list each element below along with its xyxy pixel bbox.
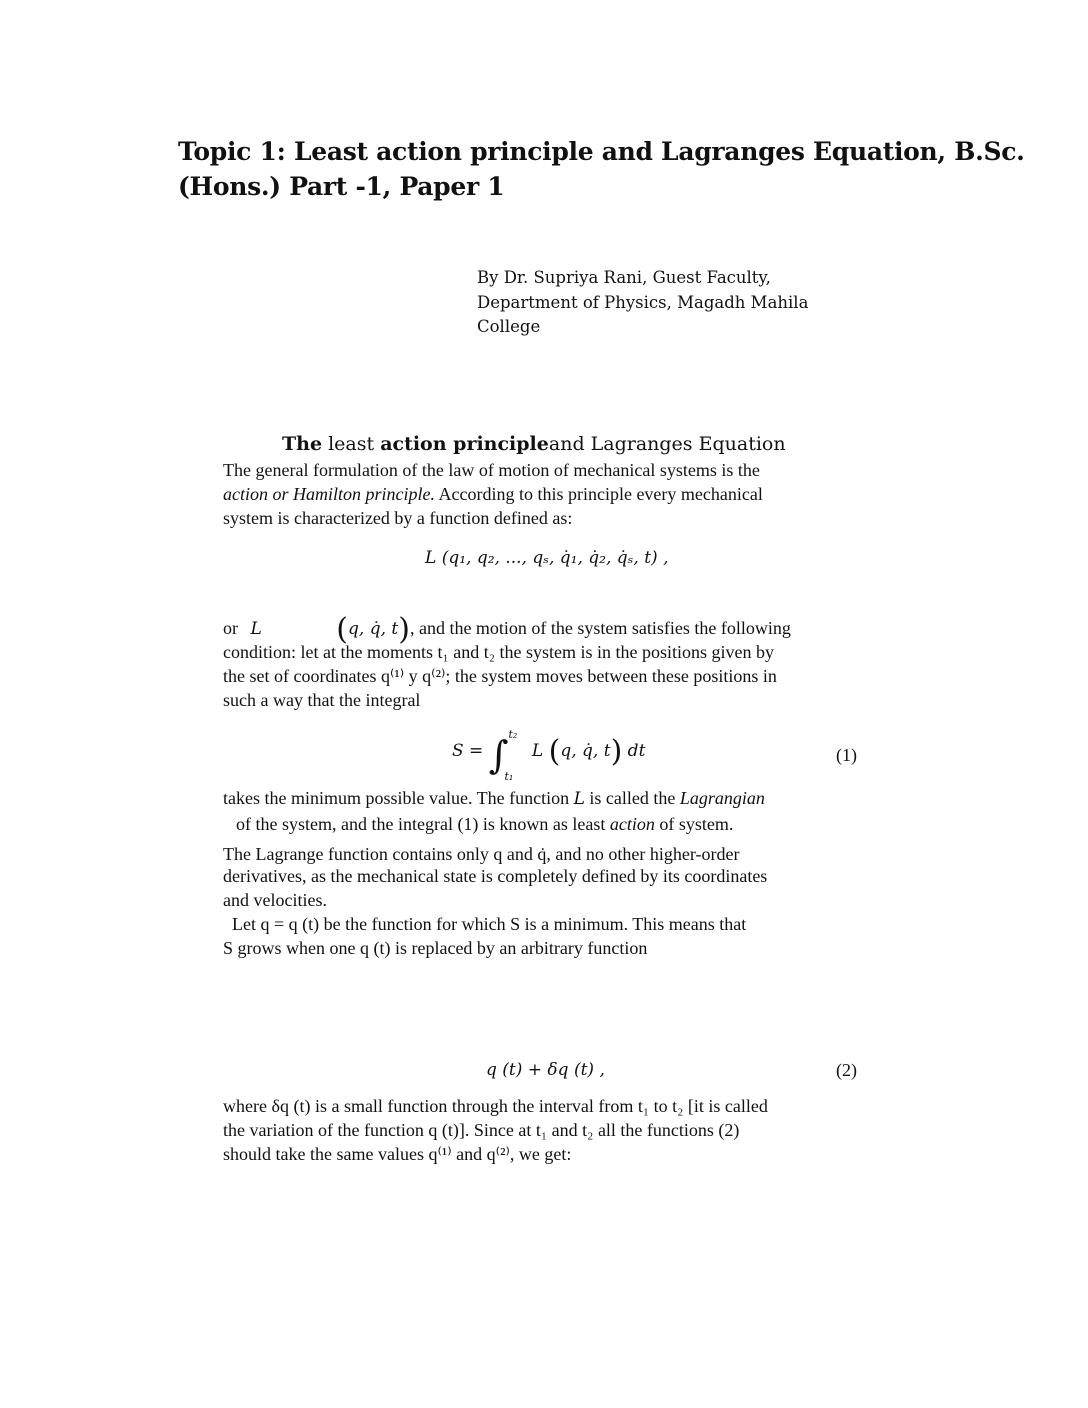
para3-line-2c: of system. bbox=[659, 814, 734, 834]
para3-line-6: Let q = q (t) be the function for which S is a minimum. This means that bbox=[232, 914, 747, 934]
action-term: action bbox=[609, 814, 655, 834]
byline-line-1: By Dr. Supriya Rani, Guest Faculty, bbox=[477, 268, 771, 287]
byline-line-2: Department of Physics, Magadh Mahila bbox=[477, 292, 809, 312]
para3-line-7: S grows when one q (t) is replaced by an arbitrary function bbox=[223, 938, 648, 958]
byline bbox=[477, 266, 857, 340]
para3-line-2 bbox=[236, 814, 733, 835]
para1-italic-phrase: action or Hamilton principle. bbox=[223, 484, 435, 504]
para3-line-1b: is called the bbox=[589, 788, 676, 808]
para2-line-2: condition: let at the moments t₁ and t₂ the system is in the positions given by bbox=[223, 642, 774, 662]
byline-line-3: College bbox=[477, 317, 541, 336]
equation-number-2: (2) bbox=[836, 1060, 857, 1080]
para1-line-2-rest: According to this principle every mechanical bbox=[434, 484, 763, 504]
para2-line-1-end: , and the motion of the system satisfies the following bbox=[409, 618, 791, 638]
para3-line-1a: takes the minimum possible value. The function bbox=[223, 788, 570, 808]
para2-line-4: such a way that the integral bbox=[223, 690, 421, 710]
section-heading bbox=[282, 433, 786, 455]
equation-lagrangian: L (q₁, q₂, ..., qₛ, q̇₁, q̇₂, q̇ₛ, t) , bbox=[425, 548, 669, 568]
equation-action-integral: S = ∫ t₂ t₁ L (q, q̇, t) dt bbox=[452, 728, 646, 783]
para3-line-5: and velocities. bbox=[223, 890, 327, 910]
para2-line-3: the set of coordinates q⁽¹⁾ y q⁽²⁾; the system moves between these positions in bbox=[223, 666, 777, 686]
lagrangian-term: Lagrangian bbox=[679, 788, 765, 808]
equation-number-1: (1) bbox=[836, 745, 857, 765]
para3-line-3: The Lagrange function contains only q and q̇, and no other higher-order bbox=[223, 844, 740, 864]
integral-sign: ∫ bbox=[488, 733, 509, 777]
section-heading-word-3: action principle bbox=[380, 433, 549, 455]
para1-line-1: The general formulation of the law of motion of mechanical systems is the bbox=[223, 460, 760, 480]
para3-line-1 bbox=[223, 788, 765, 809]
para2-line-1-start: or bbox=[223, 618, 238, 638]
section-heading-word-1: The bbox=[282, 433, 323, 455]
para4-line-1: where δq (t) is a small function through the interval from t₁ to t₂ [it is called bbox=[223, 1096, 768, 1116]
section-heading-word-2: least bbox=[328, 433, 375, 455]
para1-line-3: system is characterized by a function defined as: bbox=[223, 508, 573, 528]
lagrangian-args: (q, q̇, t) bbox=[336, 612, 410, 647]
page-title: Topic 1: Least action principle and Lagranges Equation, B.Sc. (Hons.) Part -1, Paper 1 bbox=[178, 137, 1025, 201]
equation-2: q (t) + δq (t) , bbox=[486, 1060, 605, 1080]
para1-line-2 bbox=[223, 484, 763, 505]
symbol-L-2: L bbox=[573, 789, 585, 809]
para3-line-4: derivatives, as the mechanical state is completely defined by its coordinates bbox=[223, 866, 768, 886]
section-heading-word-4: and Lagranges Equation bbox=[548, 433, 786, 455]
para4-line-2: the variation of the function q (t)]. Since at t₁ and t₂ all the functions (2) bbox=[223, 1120, 740, 1140]
para3-line-2a: of the system, and the integral (1) is known as least bbox=[236, 814, 606, 834]
symbol-L: L bbox=[250, 619, 262, 639]
para4-line-3: should take the same values q⁽¹⁾ and q⁽²⁾, we get: bbox=[223, 1144, 572, 1164]
